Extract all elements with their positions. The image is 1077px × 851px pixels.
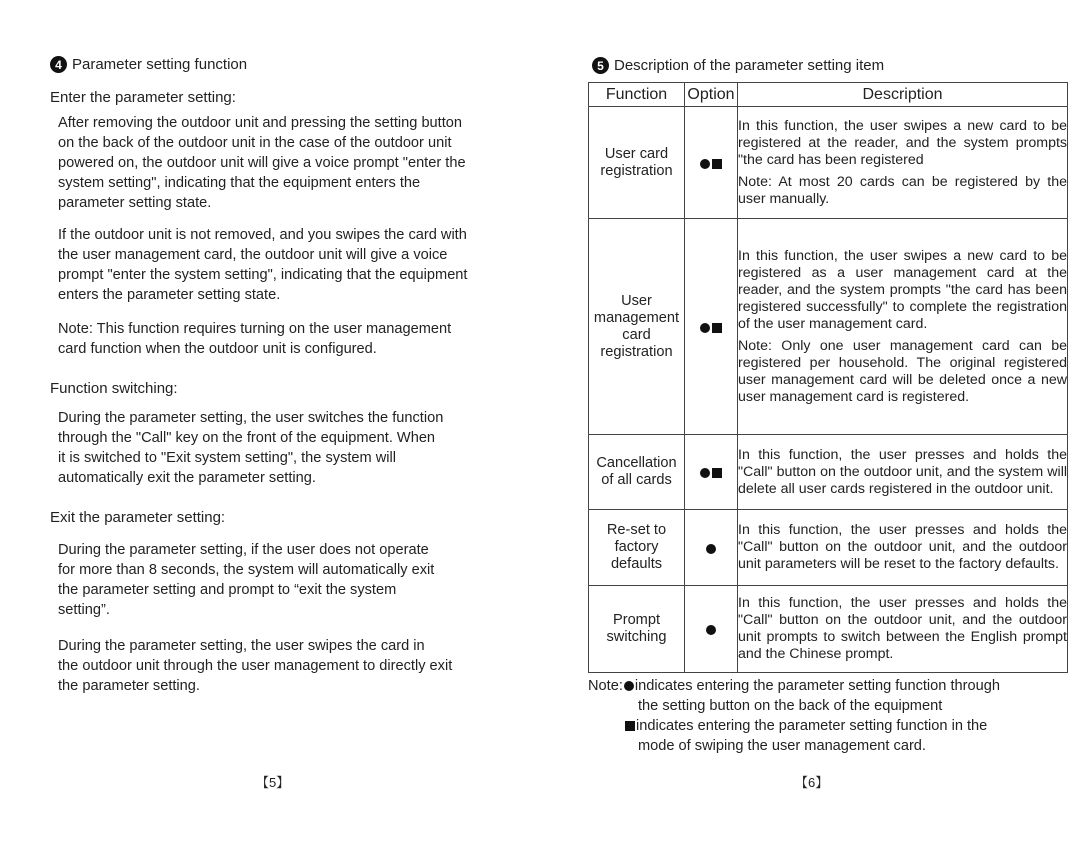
paragraph-line: the outdoor unit through the user management to directly exit <box>58 658 453 674</box>
paragraph-line: the parameter setting. <box>58 678 200 694</box>
function-line: User card <box>604 145 669 162</box>
function-line: Re-set to <box>606 522 667 538</box>
description-text: In this function, the user swipes a new card to be registered at the reader, and the system prompts "the card has been registered <box>738 117 1067 168</box>
page-number: 【6】 <box>795 775 829 790</box>
function-line: User <box>621 292 652 309</box>
paragraph-line: through the "Call" key on the front of the equipment. When <box>58 430 436 446</box>
paragraph-line: setting”. <box>58 602 110 618</box>
switch-heading: Function switching: <box>50 380 178 397</box>
table-row <box>589 510 1068 586</box>
paragraph-line: system setting", indicating that the equipment enters the <box>58 175 421 191</box>
filled-circle-icon <box>706 625 716 635</box>
paragraph-line: for more than 8 seconds, the system will automatically exit <box>58 562 435 578</box>
header-description: Description <box>738 83 1068 107</box>
table-row <box>589 219 1068 435</box>
function-line: card <box>622 326 651 343</box>
note-line-square <box>588 716 1068 736</box>
paragraph-line: During the parameter setting, the user switches the function <box>58 410 444 426</box>
function-line: registration <box>600 162 673 179</box>
filled-circle-icon <box>700 323 710 333</box>
description-note: Note: Only one user management card can be registered per household. The original registered user management card will be deleted once a new user management card is registered. <box>738 337 1067 405</box>
filled-circle-icon <box>624 681 634 691</box>
enter-heading: Enter the parameter setting: <box>50 89 236 106</box>
filled-circle-icon <box>700 159 710 169</box>
description-cell <box>738 586 1068 673</box>
option-cell <box>685 510 738 586</box>
paragraph-line: During the parameter setting, if the user does not operate <box>58 542 429 558</box>
paragraph-line: Note: This function requires turning on the user management <box>58 321 452 337</box>
table-row <box>589 435 1068 510</box>
paragraph-line: If the outdoor unit is not removed, and you swipes the card with <box>58 227 467 243</box>
description-cell <box>738 435 1068 510</box>
enter-paragraph-2 <box>58 225 467 305</box>
enter-paragraph-1 <box>58 113 466 213</box>
exit-paragraph-2 <box>58 636 452 696</box>
option-cell <box>685 435 738 510</box>
page-number: 【5】 <box>256 775 290 790</box>
table-header-row <box>589 83 1068 107</box>
section-title: Parameter setting function <box>72 56 248 73</box>
function-line: management <box>593 309 680 326</box>
note-square-text-2: mode of swiping the user management card. <box>638 738 926 754</box>
option-cell <box>685 586 738 673</box>
paragraph-line: the user management card, the outdoor unit will give a voice <box>58 247 448 263</box>
paragraph-line: the parameter setting and prompt to “exit the system <box>58 582 397 598</box>
paragraph-line: automatically exit the parameter setting. <box>58 470 316 486</box>
description-note: Note: At most 20 cards can be registered by the user manually. <box>738 173 1067 207</box>
description-cell <box>738 107 1068 219</box>
function-cell <box>589 510 685 586</box>
header-option: Option <box>685 83 738 107</box>
description-text: In this function, the user swipes a new card to be registered as a user management card at the reader, and the system prompts "the card has been registered successfully" to complete the registration of the user management card. <box>738 247 1067 332</box>
filled-square-icon <box>712 468 722 478</box>
right-page <box>538 0 1077 851</box>
table-row <box>589 107 1068 219</box>
description-text: In this function, the user presses and holds the "Call" button on the outdoor unit, and the outdoor unit parameters will be reset to the factory defaults. <box>738 522 1067 572</box>
section-number-badge: 4 <box>50 56 67 73</box>
left-page <box>0 0 538 851</box>
header-function: Function <box>589 83 685 107</box>
table-note <box>588 676 1068 756</box>
section-heading-5 <box>592 57 884 74</box>
description-cell <box>738 219 1068 435</box>
enter-note <box>58 319 451 359</box>
paragraph-line: card function when the outdoor unit is configured. <box>58 341 377 357</box>
note-square-text-1: indicates entering the parameter setting function in the <box>636 718 988 734</box>
function-line: Prompt <box>612 612 661 628</box>
option-cell <box>685 219 738 435</box>
description-text: In this function, the user presses and holds the "Call" button on the outdoor unit, and the outdoor unit prompts to switch between the English prompt and the Chinese prompt. <box>738 595 1067 662</box>
paragraph-line: parameter setting state. <box>58 195 212 211</box>
filled-circle-icon <box>706 544 716 554</box>
filled-square-icon <box>625 721 635 731</box>
function-line: Cancellation <box>596 455 677 471</box>
switch-paragraph <box>58 408 443 488</box>
function-line: of all cards <box>601 472 672 488</box>
function-cell <box>589 107 685 219</box>
note-label: Note: <box>588 678 623 694</box>
description-cell <box>738 510 1068 586</box>
exit-heading: Exit the parameter setting: <box>50 509 226 526</box>
paragraph-line: it is switched to "Exit system setting", the system will <box>58 450 397 466</box>
filled-circle-icon <box>700 468 710 478</box>
function-cell <box>589 586 685 673</box>
table-row <box>589 586 1068 673</box>
function-line: registration <box>600 343 673 360</box>
note-dot-text-1: indicates entering the parameter setting function through <box>634 678 1000 694</box>
parameter-table <box>588 82 1068 673</box>
paragraph-line: After removing the outdoor unit and pressing the setting button <box>58 115 463 131</box>
function-line: factory <box>614 539 659 555</box>
note-dot-text-2: the setting button on the back of the equipment <box>638 698 943 714</box>
function-line: switching <box>606 629 667 645</box>
filled-square-icon <box>712 323 722 333</box>
paragraph-line: on the back of the outdoor unit in the case of the outdoor unit <box>58 135 452 151</box>
paragraph-line: prompt "enter the system setting", indicating that the equipment <box>58 267 468 283</box>
description-text: In this function, the user presses and holds the "Call" button on the outdoor unit, and the system will delete all user cards registered in the outdoor unit. <box>738 446 1067 497</box>
paragraph-line: enters the parameter setting state. <box>58 287 281 303</box>
section-heading-4 <box>50 56 247 73</box>
filled-square-icon <box>712 159 722 169</box>
exit-paragraph-1 <box>58 540 434 620</box>
section-number-badge: 5 <box>592 57 609 74</box>
section-title: Description of the parameter setting item <box>614 57 885 74</box>
paragraph-line: powered on, the outdoor unit will give a voice prompt "enter the <box>58 155 466 171</box>
function-cell <box>589 219 685 435</box>
function-line: defaults <box>610 556 663 572</box>
function-cell <box>589 435 685 510</box>
option-cell <box>685 107 738 219</box>
paragraph-line: During the parameter setting, the user swipes the card in <box>58 638 425 654</box>
note-line-dot <box>588 676 1068 696</box>
